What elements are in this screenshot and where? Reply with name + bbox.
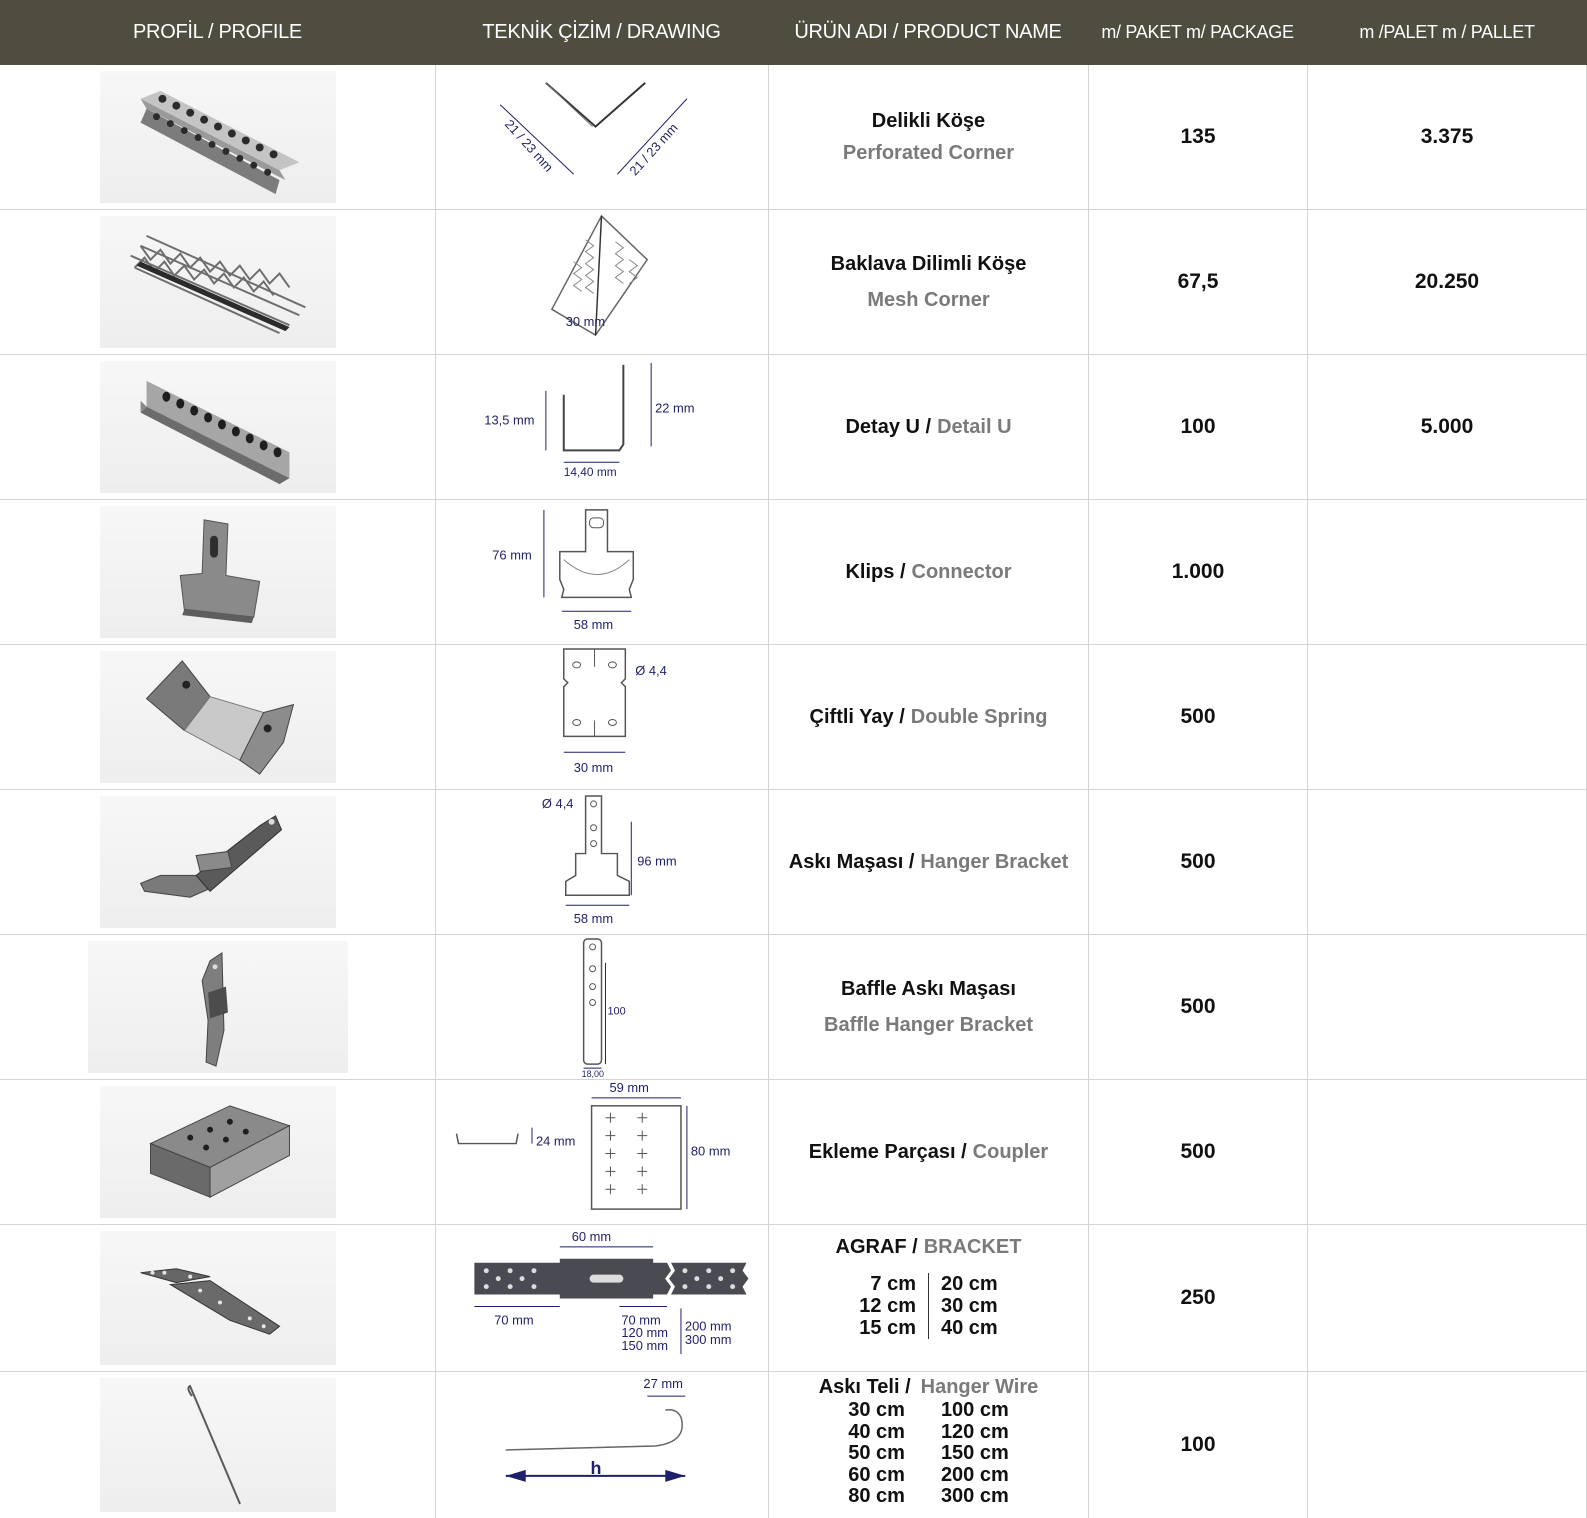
product-name-tr: Klips / <box>845 561 906 583</box>
product-name-tr: Baffle Askı Maşası <box>841 978 1016 1000</box>
product-name-cell <box>768 1372 1088 1518</box>
table-row <box>0 1225 1587 1372</box>
hanger-wire-drawing <box>436 1372 768 1518</box>
dimension-label: 200 mm <box>684 1318 732 1334</box>
pallet-value <box>1308 935 1586 1079</box>
pallet-value <box>1308 500 1586 644</box>
profile-cell <box>0 500 435 644</box>
header-package: m/ PAKET m/ PACKAGE <box>1101 22 1294 42</box>
size-option: 200 cm <box>940 1463 1009 1486</box>
pallet-cell <box>1307 790 1587 934</box>
drawing-cell <box>435 1080 768 1224</box>
package-value: 100 <box>1180 1433 1216 1456</box>
package-cell <box>1088 355 1307 499</box>
drawing-cell <box>435 500 768 644</box>
profile-cell <box>0 1372 435 1518</box>
profile-cell <box>0 1225 435 1371</box>
package-cell <box>1088 645 1307 789</box>
table-row <box>0 935 1587 1080</box>
product-name-cell <box>768 355 1088 499</box>
connector-photo <box>100 506 336 638</box>
hanger-wire-photo <box>100 1378 336 1512</box>
dimension-label: 18,00 <box>581 1069 604 1079</box>
table-row <box>0 65 1587 210</box>
pallet-cell <box>1307 355 1587 499</box>
product-name-en: BRACKET <box>923 1236 1022 1258</box>
drawing-cell <box>435 1225 768 1371</box>
pallet-cell <box>1307 935 1587 1079</box>
coupler-drawing <box>436 1080 768 1224</box>
dimension-label: 24 mm <box>535 1133 576 1149</box>
pallet-value: 5.000 <box>1420 415 1474 438</box>
product-name-cell <box>768 1225 1088 1371</box>
dimension-label: 21 / 23 mm <box>501 116 557 175</box>
profile-cell <box>0 790 435 934</box>
pallet-cell <box>1307 1372 1587 1518</box>
profile-cell <box>0 210 435 354</box>
size-options <box>830 1400 1027 1508</box>
dimension-label: 21 / 23 mm <box>626 120 681 179</box>
agraf-bracket-photo <box>100 1231 336 1365</box>
dimension-label: 22 mm <box>655 400 695 416</box>
dimension-label: 58 mm <box>573 911 614 927</box>
table-row <box>0 645 1587 790</box>
package-value: 250 <box>1180 1286 1216 1309</box>
pallet-cell <box>1307 1080 1587 1224</box>
product-name-tr: AGRAF / <box>835 1236 918 1258</box>
size-option: 20 cm <box>941 1273 998 1295</box>
size-option: 100 cm <box>940 1399 1009 1421</box>
mesh-corner-photo <box>100 216 336 348</box>
detail-u-drawing <box>436 355 768 499</box>
product-name-en: Connector <box>911 561 1012 583</box>
size-option: 300 cm <box>940 1485 1009 1507</box>
size-option: 15 cm <box>859 1317 916 1339</box>
dimension-label: Ø 4,4 <box>635 662 667 678</box>
pallet-value <box>1308 645 1586 789</box>
package-cell <box>1088 790 1307 934</box>
product-name-en: Hanger Bracket <box>920 851 1069 873</box>
dimension-label: 300 mm <box>684 1332 732 1348</box>
product-name-en: Baffle Hanger Bracket <box>824 1014 1033 1036</box>
size-option: 80 cm <box>848 1485 905 1507</box>
package-value: 100 <box>1180 415 1216 438</box>
hanger-bracket-photo <box>100 796 336 928</box>
drawing-cell <box>435 1372 768 1518</box>
coupler-photo <box>100 1086 336 1218</box>
mesh-corner-drawing <box>436 210 768 354</box>
dimension-label: 58 mm <box>573 617 614 633</box>
table-row <box>0 1080 1587 1225</box>
pallet-value <box>1308 790 1586 934</box>
product-name-tr: Çiftli Yay / <box>809 706 905 728</box>
package-value: 1.000 <box>1171 560 1225 583</box>
dimension-label: 13,5 mm <box>484 412 535 428</box>
dimension-label: Ø 4,4 <box>541 795 574 811</box>
package-cell <box>1088 65 1307 209</box>
profile-cell <box>0 355 435 499</box>
pallet-value <box>1308 1225 1586 1371</box>
dimension-label: 60 mm <box>571 1228 612 1244</box>
profile-cell <box>0 1080 435 1224</box>
hanger-bracket-drawing <box>436 790 768 934</box>
product-name-en: Mesh Corner <box>867 289 990 311</box>
package-value: 500 <box>1180 850 1216 873</box>
product-name-tr: Askı Maşası / <box>788 851 915 873</box>
detail-u-photo <box>100 361 336 493</box>
size-option: 12 cm <box>859 1295 916 1317</box>
product-name-en: Detail U <box>937 416 1012 438</box>
product-name-cell <box>768 790 1088 934</box>
size-option: 30 cm <box>941 1295 998 1317</box>
product-name-tr: Detay U / <box>845 416 932 438</box>
table-header <box>0 0 1587 65</box>
product-name-en: Coupler <box>972 1141 1049 1163</box>
pallet-cell <box>1307 645 1587 789</box>
drawing-cell <box>435 645 768 789</box>
baffle-hanger-bracket-drawing <box>436 935 768 1079</box>
pallet-value: 20.250 <box>1414 270 1480 293</box>
size-options <box>847 1273 1009 1339</box>
size-option: 150 cm <box>940 1442 1009 1464</box>
package-value: 500 <box>1180 1140 1216 1163</box>
drawing-cell <box>435 210 768 354</box>
table-row <box>0 355 1587 500</box>
pallet-value <box>1308 1080 1586 1224</box>
dimension-label: 14,40 mm <box>563 465 617 480</box>
dimension-label: 120 mm <box>621 1325 668 1341</box>
size-option: 50 cm <box>848 1442 905 1464</box>
dimension-label: 59 mm <box>609 1080 649 1095</box>
package-cell <box>1088 1225 1307 1371</box>
size-option: 40 cm <box>941 1317 998 1339</box>
dimension-label: 96 mm <box>637 853 677 869</box>
double-spring-drawing <box>436 645 768 789</box>
package-value: 500 <box>1180 995 1216 1018</box>
header-product-name: ÜRÜN ADI / PRODUCT NAME <box>794 21 1062 43</box>
package-cell <box>1088 210 1307 354</box>
product-name-cell <box>768 210 1088 354</box>
header-pallet: m /PALET m / PALLET <box>1359 22 1535 42</box>
dimension-label: h <box>590 1457 602 1478</box>
connector-drawing <box>436 500 768 644</box>
header-profile: PROFİL / PROFILE <box>133 21 302 43</box>
product-name-cell <box>768 1080 1088 1224</box>
product-name-cell <box>768 935 1088 1079</box>
package-value: 67,5 <box>1177 270 1219 293</box>
drawing-cell <box>435 790 768 934</box>
product-name-cell <box>768 500 1088 644</box>
package-cell <box>1088 1080 1307 1224</box>
package-cell <box>1088 1372 1307 1518</box>
baffle-hanger-bracket-photo <box>88 941 348 1073</box>
product-name-cell <box>768 65 1088 209</box>
package-cell <box>1088 500 1307 644</box>
product-name-en: Hanger Wire <box>920 1376 1039 1398</box>
pallet-value <box>1308 1372 1586 1518</box>
package-value: 135 <box>1180 125 1216 148</box>
pallet-cell <box>1307 210 1587 354</box>
perforated-corner-drawing <box>436 65 768 209</box>
table-row <box>0 1372 1587 1518</box>
package-value: 500 <box>1180 705 1216 728</box>
profile-cell <box>0 65 435 209</box>
product-name-en: Double Spring <box>910 706 1048 728</box>
size-option: 60 cm <box>848 1463 905 1486</box>
pallet-value: 3.375 <box>1420 125 1474 148</box>
dimension-label: 70 mm <box>621 1312 661 1328</box>
table-row <box>0 210 1587 355</box>
pallet-cell <box>1307 500 1587 644</box>
product-name-tr: Askı Teli / <box>818 1376 911 1398</box>
profile-cell <box>0 645 435 789</box>
dimension-label: 76 mm <box>492 547 532 563</box>
product-name-tr: Baklava Dilimli Köşe <box>830 253 1027 275</box>
drawing-cell <box>435 355 768 499</box>
drawing-cell <box>435 935 768 1079</box>
table-row <box>0 500 1587 645</box>
perforated-corner-photo <box>100 71 336 203</box>
product-name-tr: Ekleme Parçası / <box>808 1141 967 1163</box>
pallet-cell <box>1307 65 1587 209</box>
header-drawing: TEKNİK ÇİZİM / DRAWING <box>482 21 721 43</box>
dimension-label: 30 mm <box>565 314 606 330</box>
dimension-label: 80 mm <box>690 1143 731 1159</box>
pallet-cell <box>1307 1225 1587 1371</box>
package-cell <box>1088 935 1307 1079</box>
product-name-cell <box>768 645 1088 789</box>
size-option: 30 cm <box>848 1399 905 1421</box>
table-row <box>0 790 1587 935</box>
dimension-label: 150 mm <box>621 1338 668 1354</box>
dimension-label: 70 mm <box>494 1312 534 1328</box>
product-name-tr: Delikli Köşe <box>871 110 986 132</box>
profile-cell <box>0 935 435 1079</box>
drawing-cell <box>435 65 768 209</box>
dimension-label: 27 mm <box>643 1376 683 1392</box>
dimension-label: 100 <box>607 1005 626 1018</box>
size-option: 40 cm <box>848 1420 905 1443</box>
dimension-label: 30 mm <box>573 760 614 776</box>
double-spring-photo <box>100 651 336 783</box>
size-option: 120 cm <box>940 1420 1009 1443</box>
product-name-en: Perforated Corner <box>842 142 1015 164</box>
size-option: 7 cm <box>870 1273 916 1295</box>
agraf-bracket-drawing <box>436 1225 768 1371</box>
